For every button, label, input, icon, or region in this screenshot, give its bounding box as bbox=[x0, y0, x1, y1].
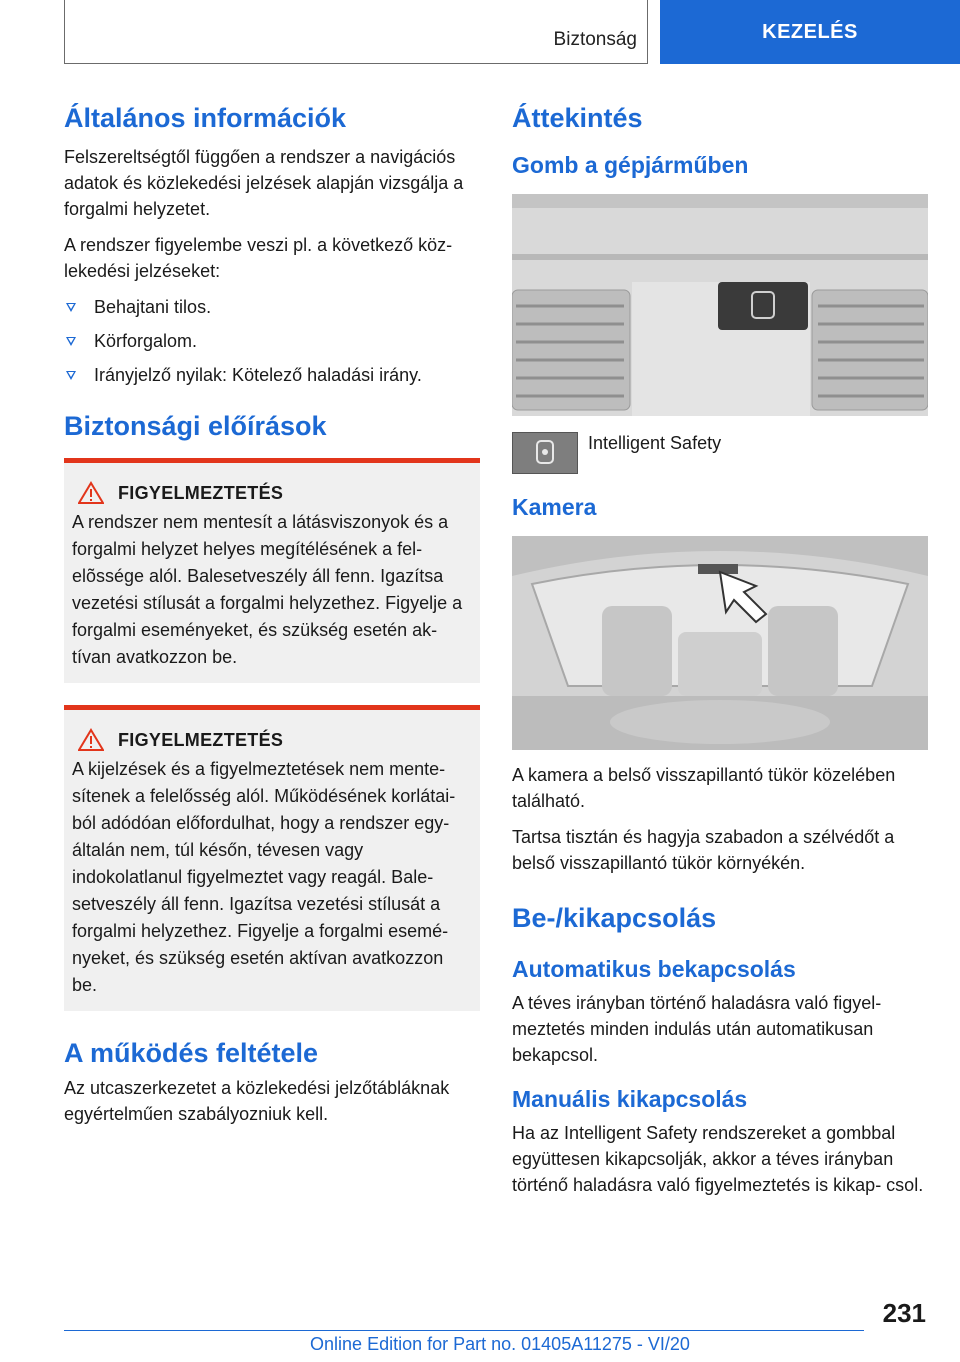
list-item-text: Irányjelző nyilak: Kötelező haladási irány. bbox=[94, 365, 422, 385]
page-number: 231 bbox=[882, 1298, 926, 1328]
triangle-bullet-icon bbox=[66, 371, 76, 380]
intelligent-safety-label: Intelligent Safety bbox=[588, 433, 722, 453]
footer-edition: Online Edition for Part no. 01405A11275 - VI/20 bbox=[310, 1334, 690, 1354]
list-item bbox=[64, 294, 480, 320]
header-box bbox=[64, 0, 648, 64]
heading-general-info: Általános információk bbox=[64, 103, 347, 133]
warning-box-2 bbox=[64, 705, 480, 1011]
triangle-bullet-icon bbox=[66, 337, 76, 346]
warning-triangle-icon bbox=[78, 481, 104, 505]
list-item bbox=[64, 328, 480, 354]
intelligent-safety-button-icon bbox=[512, 432, 578, 474]
heading-safety-notes: Biztonsági előírások bbox=[64, 411, 327, 441]
right-column bbox=[512, 100, 928, 1208]
warning-text: A kijelzések és a figyelmeztetések nem mente- sítenek a felelősség alól. Működésének korlátai- ból adódóan előfordulhat, hogy a rendszer egy- általán nem, túl későn, tévesen vagy indokolatlanul figyelmeztet vagy reagál. Bale- setveszély áll fenn. Igazítsa vezetési stílusát a forgalmi helyzethez. Figyelje a forgalmi esemé- nyeket, és szükség esetén aktívan avatkozzon be. bbox=[72, 759, 456, 995]
heading-manual-deactivation: Manuális kikapcsolás bbox=[512, 1086, 748, 1112]
camera-location-photo bbox=[512, 536, 928, 750]
paragraph-condition: Az utcaszerkezetet a közlekedési jelzőtábláknak egyértelműen szabályozniuk kell. bbox=[64, 1078, 450, 1124]
header-chapter-tab: KEZELÉS bbox=[660, 0, 960, 64]
paragraph-camera-2: Tartsa tisztán és hagyja szabadon a szélvédőt a belső visszapillantó tükör környékén. bbox=[512, 827, 895, 873]
paragraph-camera-1: A kamera a belső visszapillantó tükör közelében található. bbox=[512, 765, 896, 811]
triangle-bullet-icon bbox=[66, 303, 76, 312]
list-item bbox=[64, 362, 480, 388]
heading-overview: Áttekintés bbox=[512, 103, 643, 133]
paragraph-manual: Ha az Intelligent Safety rendszereket a gombbal együttesen kikapcsolják, akkor a téves irányban történő haladásra való figyelmeztetés is kikap- csol. bbox=[512, 1123, 924, 1195]
warning-header bbox=[72, 728, 472, 752]
header-section-title: Biztonság bbox=[553, 29, 637, 50]
warning-title: FIGYELMEZTETÉS bbox=[118, 482, 284, 503]
traffic-sign-list bbox=[64, 294, 480, 388]
warning-triangle-icon bbox=[78, 728, 104, 752]
heading-on-off: Be-/kikapcsolás bbox=[512, 903, 717, 933]
heading-operating-condition: A működés feltétele bbox=[64, 1038, 319, 1068]
list-item-text: Behajtani tilos. bbox=[94, 297, 212, 317]
left-column bbox=[64, 100, 480, 1137]
paragraph-automatic: A téves irányban történő haladásra való figyel- meztetés minden indulás után automatikusan bekapcsol. bbox=[512, 993, 882, 1065]
heading-camera: Kamera bbox=[512, 494, 597, 520]
warning-header bbox=[72, 481, 472, 505]
warning-title: FIGYELMEZTETÉS bbox=[118, 729, 284, 750]
list-item-text: Körforgalom. bbox=[94, 331, 198, 351]
intelligent-safety-row bbox=[512, 432, 928, 474]
heading-button-in-vehicle: Gomb a gépjárműben bbox=[512, 152, 749, 178]
footer-divider bbox=[64, 1330, 864, 1331]
paragraph-general-1: Felszereltségtől függően a rendszer a navigációs adatok és közlekedési jelzések alapján vizsgálja a forgalmi helyzetet. bbox=[64, 147, 464, 219]
paragraph-general-2: A rendszer figyelembe veszi pl. a következő köz- lekedési jelzéseket: bbox=[64, 235, 453, 281]
dashboard-button-photo bbox=[512, 194, 928, 416]
warning-box-1 bbox=[64, 458, 480, 683]
heading-automatic-activation: Automatikus bekapcsolás bbox=[512, 956, 796, 982]
warning-text: A rendszer nem mentesít a látásviszonyok és a forgalmi helyzet helyes megítélésének a fel- elõssége alól. Balesetveszély áll fenn. Igazítsa vezetési stílusát a forgalmi helyzethez. Figyelje a forgalmi eseményeket, és szükség esetén ak- tívan avatkozzon be. bbox=[72, 512, 463, 667]
